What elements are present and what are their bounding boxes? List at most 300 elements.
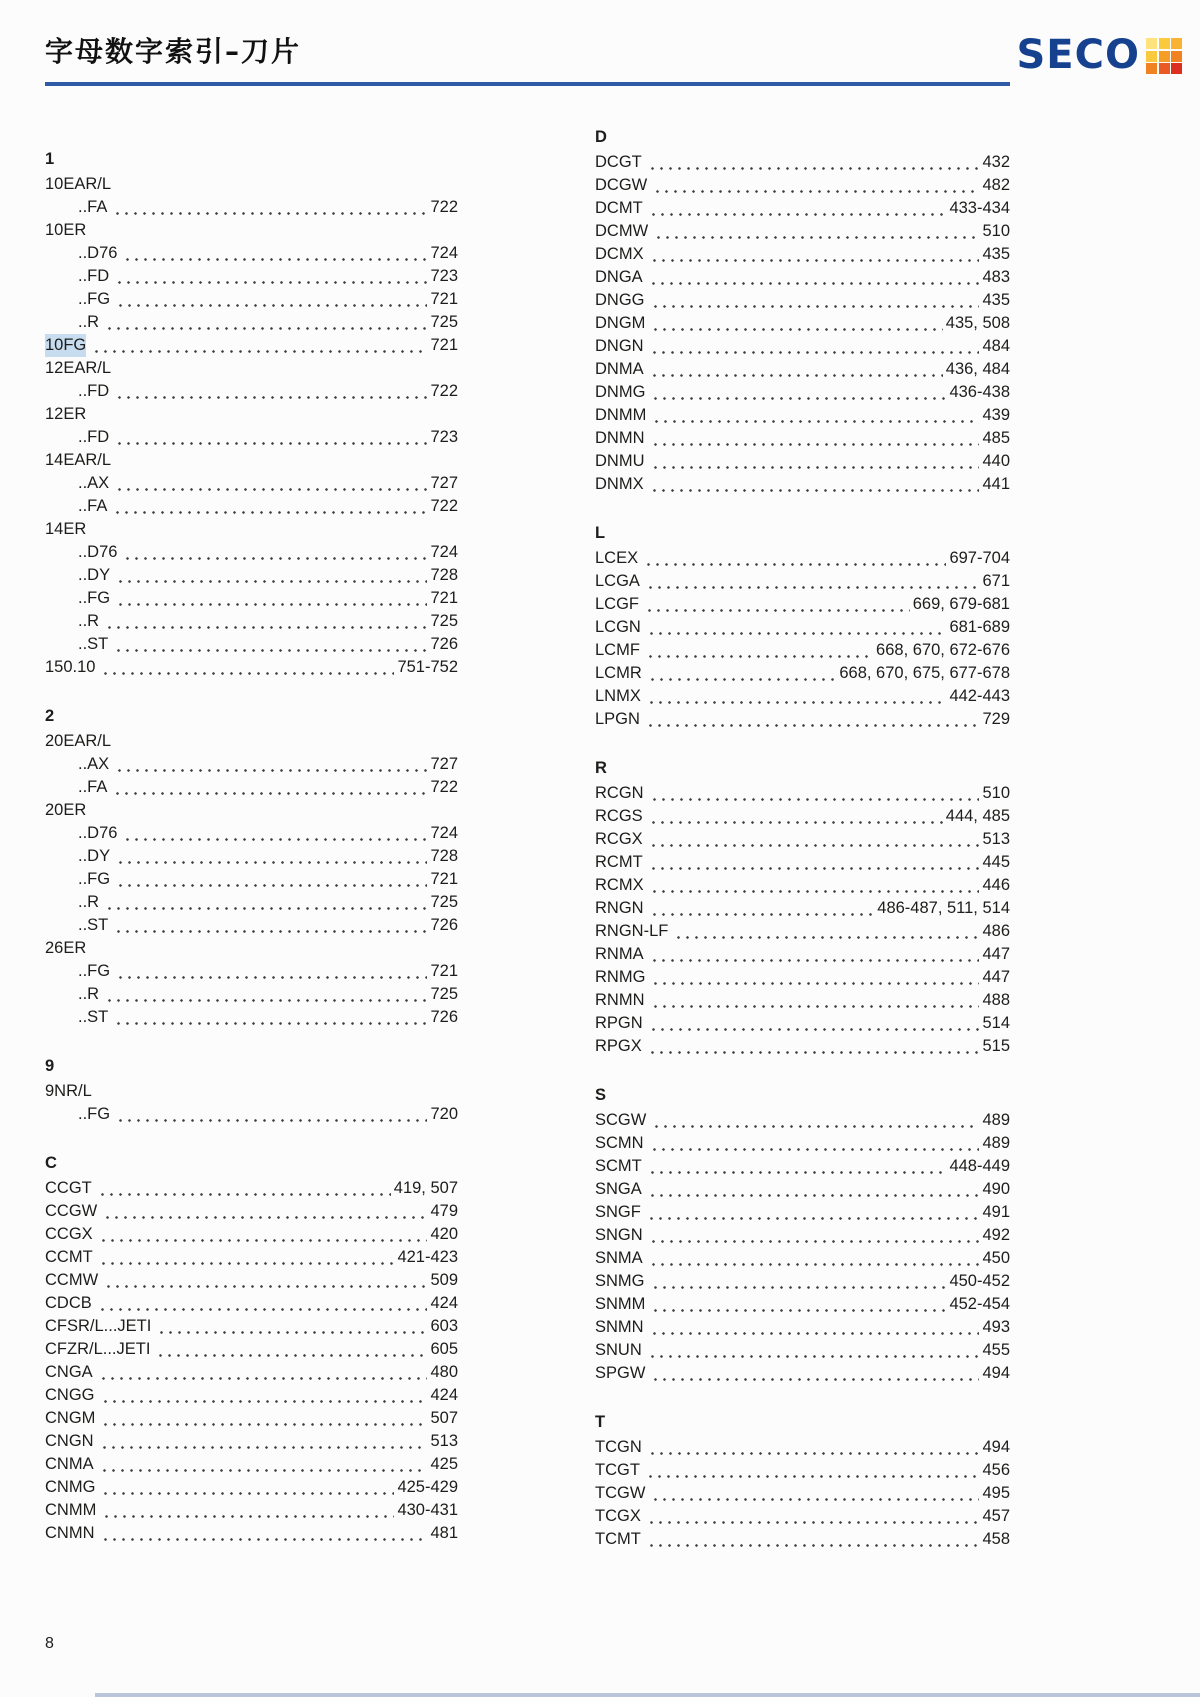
entry-label: DNMX xyxy=(595,475,644,493)
index-row xyxy=(595,381,1010,404)
entry-page: 488 xyxy=(982,991,1010,1009)
entry-page: 725 xyxy=(430,985,458,1003)
dot-leader xyxy=(644,562,946,567)
entry-label: 12ER xyxy=(45,405,87,423)
index-row xyxy=(45,610,458,633)
entry-label: TCMT xyxy=(595,1530,641,1548)
entry-label: ..D76 xyxy=(78,244,118,262)
index-row xyxy=(45,380,458,403)
index-row xyxy=(45,1246,458,1269)
index-row xyxy=(45,334,458,357)
entry-label: ..DY xyxy=(78,847,111,865)
section-letter: D xyxy=(595,128,607,146)
entry-page: 726 xyxy=(430,916,458,934)
dot-leader xyxy=(115,441,427,446)
dot-leader xyxy=(646,654,873,659)
entry-label: 20ER xyxy=(45,801,87,819)
section-letter: S xyxy=(595,1086,607,1104)
dot-leader xyxy=(102,1514,394,1519)
entry-page: 484 xyxy=(982,337,1010,355)
dot-leader xyxy=(123,257,427,262)
dot-leader xyxy=(103,1215,427,1220)
dot-leader xyxy=(105,998,427,1003)
section-letter: 2 xyxy=(45,707,55,725)
entry-label: DNMA xyxy=(595,360,644,378)
entry-label: 26ER xyxy=(45,939,87,957)
entry-page: 494 xyxy=(982,1364,1010,1382)
index-row xyxy=(595,1155,1010,1178)
dot-leader xyxy=(115,768,427,773)
index-row xyxy=(45,633,458,656)
entry-label: TCGT xyxy=(595,1461,640,1479)
entry-label: ..FG xyxy=(78,589,111,607)
entry-page: 722 xyxy=(430,497,458,515)
entry-label: RNMA xyxy=(595,945,644,963)
entry-page: 455 xyxy=(982,1341,1010,1359)
dot-leader xyxy=(651,396,946,401)
index-row xyxy=(595,1012,1010,1035)
index-row xyxy=(45,1269,458,1292)
entry-label: LCMR xyxy=(595,664,642,682)
index-row xyxy=(45,753,458,776)
index-row xyxy=(595,943,1010,966)
entry-label: DNGA xyxy=(595,268,643,286)
entry-label: SNUN xyxy=(595,1341,642,1359)
index-section-C xyxy=(45,1152,458,1545)
entry-page: 420 xyxy=(430,1225,458,1243)
entry-page: 435 xyxy=(982,245,1010,263)
index-row xyxy=(45,196,458,219)
dot-leader xyxy=(652,1124,979,1129)
dot-leader xyxy=(649,1262,980,1267)
entry-label: ..R xyxy=(78,313,100,331)
dot-leader xyxy=(647,1543,980,1548)
entry-page: 441 xyxy=(982,475,1010,493)
entry-page: 727 xyxy=(430,474,458,492)
index-columns xyxy=(0,126,1200,1551)
entry-page: 671 xyxy=(982,572,1010,590)
entry-label: DCGT xyxy=(595,153,642,171)
entry-label: LCGN xyxy=(595,618,641,636)
entry-page: 482 xyxy=(982,176,1010,194)
dot-leader xyxy=(104,1284,427,1289)
entry-label: RCGS xyxy=(595,807,643,825)
dot-leader xyxy=(101,1399,428,1404)
dot-leader xyxy=(650,912,875,917)
dot-leader xyxy=(651,1377,979,1382)
dot-leader xyxy=(647,1216,980,1221)
entry-page: 727 xyxy=(430,755,458,773)
entry-label: CNGA xyxy=(45,1363,93,1381)
dot-leader xyxy=(649,866,980,871)
index-row xyxy=(595,220,1010,243)
entry-label: ..FA xyxy=(78,497,108,515)
dot-leader xyxy=(650,797,980,802)
index-section-2 xyxy=(45,705,458,1029)
dot-leader xyxy=(647,700,947,705)
dot-leader xyxy=(116,602,427,607)
entry-label: 12EAR/L xyxy=(45,359,112,377)
dot-leader xyxy=(646,723,980,728)
entry-page: 445 xyxy=(982,853,1010,871)
dot-leader xyxy=(123,837,427,842)
entry-page: 432 xyxy=(982,153,1010,171)
entry-page: 433-434 xyxy=(949,199,1010,217)
index-row xyxy=(595,782,1010,805)
entry-label: ..FA xyxy=(78,198,108,216)
index-row xyxy=(45,1384,458,1407)
index-row xyxy=(45,1177,458,1200)
dot-leader xyxy=(649,843,980,848)
entry-label: ..ST xyxy=(78,635,109,653)
dot-leader xyxy=(101,1422,427,1427)
entry-label: RCMT xyxy=(595,853,643,871)
entry-label: 10ER xyxy=(45,221,87,239)
dot-leader xyxy=(649,1027,980,1032)
index-row xyxy=(45,288,458,311)
dot-leader xyxy=(105,906,427,911)
index-row xyxy=(45,1407,458,1430)
entry-page: 436-438 xyxy=(949,383,1010,401)
index-row xyxy=(595,570,1010,593)
entry-page: 489 xyxy=(982,1111,1010,1129)
entry-label: 10EAR/L xyxy=(45,175,112,193)
section-letter: 9 xyxy=(45,1057,55,1075)
index-row xyxy=(45,472,458,495)
entry-label: ..FD xyxy=(78,267,110,285)
entry-page: 513 xyxy=(430,1432,458,1450)
index-row xyxy=(595,289,1010,312)
entry-label: CFSR/L...JETI xyxy=(45,1317,152,1335)
index-row xyxy=(595,1132,1010,1155)
index-row xyxy=(595,473,1010,496)
dot-leader xyxy=(123,556,427,561)
entry-label: ..R xyxy=(78,612,100,630)
entry-page: 419, 507 xyxy=(393,1179,458,1197)
entry-label: DNMN xyxy=(595,429,645,447)
entry-label: RCGX xyxy=(595,830,643,848)
entry-label: SNMG xyxy=(595,1272,645,1290)
entry-page: 509 xyxy=(430,1271,458,1289)
entry-label: CFZR/L...JETI xyxy=(45,1340,151,1358)
index-row xyxy=(595,404,1010,427)
dot-leader xyxy=(649,820,943,825)
index-row xyxy=(595,897,1010,920)
index-row xyxy=(595,1247,1010,1270)
dot-leader xyxy=(116,975,427,980)
entry-label: ..FG xyxy=(78,870,111,888)
entry-label: DCMW xyxy=(595,222,649,240)
entry-page: 510 xyxy=(982,222,1010,240)
index-row xyxy=(595,966,1010,989)
entry-label: 14EAR/L xyxy=(45,451,112,469)
entry-label: RPGN xyxy=(595,1014,643,1032)
entry-page: 514 xyxy=(982,1014,1010,1032)
index-row xyxy=(45,311,458,334)
dot-leader xyxy=(650,889,980,894)
index-row xyxy=(595,1505,1010,1528)
index-section-R xyxy=(595,757,1010,1058)
entry-label: ..ST xyxy=(78,1008,109,1026)
index-row xyxy=(45,1315,458,1338)
index-row xyxy=(45,776,458,799)
seco-logo-mark-icon xyxy=(1146,38,1182,74)
index-row xyxy=(45,242,458,265)
dot-leader xyxy=(650,373,943,378)
entry-page: 447 xyxy=(982,968,1010,986)
index-row xyxy=(45,1292,458,1315)
entry-label: SNGA xyxy=(595,1180,642,1198)
index-row xyxy=(45,1006,458,1029)
dot-leader xyxy=(653,189,979,194)
entry-page: 721 xyxy=(430,589,458,607)
dot-leader xyxy=(157,1330,427,1335)
page-bottom-edge xyxy=(95,1693,1200,1697)
entry-page: 726 xyxy=(430,1008,458,1026)
entry-page: 483 xyxy=(982,268,1010,286)
entry-page: 605 xyxy=(430,1340,458,1358)
dot-leader xyxy=(654,235,979,240)
dot-leader xyxy=(645,608,910,613)
dot-leader xyxy=(101,671,394,676)
dot-leader xyxy=(647,631,947,636)
entry-label: DNGN xyxy=(595,337,644,355)
index-row xyxy=(45,219,458,242)
entry-label: CNMM xyxy=(45,1501,97,1519)
dot-leader xyxy=(649,281,980,286)
entry-page: 446 xyxy=(982,876,1010,894)
entry-page: 724 xyxy=(430,543,458,561)
entry-page: 442-443 xyxy=(949,687,1010,705)
dot-leader xyxy=(650,350,980,355)
entry-label: CNMN xyxy=(45,1524,95,1542)
entry-label: SNMN xyxy=(595,1318,644,1336)
dot-leader xyxy=(101,1491,394,1496)
index-row xyxy=(595,243,1010,266)
entry-page: 430-431 xyxy=(397,1501,458,1519)
dot-leader xyxy=(650,958,980,963)
entry-page: 507 xyxy=(430,1409,458,1427)
index-row xyxy=(595,427,1010,450)
entry-label: DNMU xyxy=(595,452,645,470)
dot-leader xyxy=(649,212,947,217)
entry-label: RNMN xyxy=(595,991,645,1009)
entry-label: CCMW xyxy=(45,1271,99,1289)
entry-label: RPGX xyxy=(595,1037,642,1055)
index-row xyxy=(45,1103,458,1126)
entry-label: 14ER xyxy=(45,520,87,538)
index-row xyxy=(45,495,458,518)
entry-label: CNGN xyxy=(45,1432,94,1450)
index-column-left xyxy=(45,126,458,1551)
index-row xyxy=(595,616,1010,639)
index-row xyxy=(595,851,1010,874)
dot-leader xyxy=(113,211,427,216)
index-row xyxy=(45,845,458,868)
index-row xyxy=(45,265,458,288)
dot-leader xyxy=(114,1021,427,1026)
entry-page: 724 xyxy=(430,824,458,842)
seco-logo-text: SECO xyxy=(1016,32,1140,78)
dot-leader xyxy=(115,280,427,285)
dot-leader xyxy=(649,1239,980,1244)
entry-label: TCGW xyxy=(595,1484,646,1502)
index-row xyxy=(45,960,458,983)
entry-page: 424 xyxy=(430,1386,458,1404)
dot-leader xyxy=(99,1238,428,1243)
dot-leader xyxy=(650,488,980,493)
dot-leader xyxy=(674,935,979,940)
entry-page: 448-449 xyxy=(949,1157,1010,1175)
index-row xyxy=(45,983,458,1006)
entry-page: 724 xyxy=(430,244,458,262)
entry-page: 425 xyxy=(430,1455,458,1473)
dot-leader xyxy=(648,166,980,171)
index-row xyxy=(45,822,458,845)
index-row xyxy=(595,547,1010,570)
dot-leader xyxy=(650,1331,980,1336)
entry-label: SPGW xyxy=(595,1364,646,1382)
index-section-1 xyxy=(45,148,458,679)
index-row xyxy=(45,564,458,587)
index-row xyxy=(595,708,1010,731)
entry-page: 491 xyxy=(982,1203,1010,1221)
entry-page: 725 xyxy=(430,313,458,331)
entry-page: 668, 670, 675, 677-678 xyxy=(839,664,1010,682)
entry-label: 20EAR/L xyxy=(45,732,112,750)
entry-label: CCGT xyxy=(45,1179,92,1197)
index-row xyxy=(595,1270,1010,1293)
dot-leader xyxy=(105,625,427,630)
entry-page: 721 xyxy=(430,290,458,308)
entry-page: 458 xyxy=(982,1530,1010,1548)
entry-label: CNMA xyxy=(45,1455,94,1473)
index-column-right xyxy=(595,126,1010,1551)
entry-page: 440 xyxy=(982,452,1010,470)
entry-page: 513 xyxy=(982,830,1010,848)
index-row xyxy=(595,685,1010,708)
index-row xyxy=(595,989,1010,1012)
index-row xyxy=(45,1499,458,1522)
dot-leader xyxy=(114,929,427,934)
dot-leader xyxy=(92,349,427,354)
entry-label: CCGW xyxy=(45,1202,98,1220)
index-row xyxy=(595,828,1010,851)
dot-leader xyxy=(648,1354,980,1359)
entry-label: SNGF xyxy=(595,1203,641,1221)
index-row xyxy=(595,1293,1010,1316)
page-number: 8 xyxy=(45,1635,54,1652)
section-letter: L xyxy=(595,524,606,542)
entry-label: ..AX xyxy=(78,474,110,492)
entry-page: 439 xyxy=(982,406,1010,424)
dot-leader xyxy=(647,1520,980,1525)
entry-page: 723 xyxy=(430,267,458,285)
entry-page: 485 xyxy=(982,429,1010,447)
entry-page: 510 xyxy=(982,784,1010,802)
dot-leader xyxy=(99,1376,428,1381)
entry-label: ..FA xyxy=(78,778,108,796)
entry-label: DCGW xyxy=(595,176,648,194)
section-letter: R xyxy=(595,759,607,777)
dot-leader xyxy=(100,1445,428,1450)
entry-page: 456 xyxy=(982,1461,1010,1479)
entry-label: CCGX xyxy=(45,1225,93,1243)
entry-label: CDCB xyxy=(45,1294,92,1312)
entry-label: DCMX xyxy=(595,245,644,263)
dot-leader xyxy=(646,585,980,590)
dot-leader xyxy=(98,1307,428,1312)
entry-page: 452-454 xyxy=(949,1295,1010,1313)
section-letter: 1 xyxy=(45,150,55,168)
entry-page: 729 xyxy=(982,710,1010,728)
dot-leader xyxy=(156,1353,427,1358)
index-row xyxy=(595,920,1010,943)
index-section-9 xyxy=(45,1055,458,1126)
entry-label: LCMF xyxy=(595,641,640,659)
entry-label: TCGX xyxy=(595,1507,641,1525)
index-row xyxy=(45,1200,458,1223)
dot-leader xyxy=(105,326,427,331)
entry-label: LCEX xyxy=(595,549,639,567)
entry-label: ..FG xyxy=(78,962,111,980)
entry-page: 457 xyxy=(982,1507,1010,1525)
entry-page: 751-752 xyxy=(397,658,458,676)
entry-label: ..FD xyxy=(78,428,110,446)
dot-leader xyxy=(648,1451,980,1456)
entry-label: CCMT xyxy=(45,1248,93,1266)
entry-label: ..ST xyxy=(78,916,109,934)
index-row xyxy=(45,891,458,914)
index-row xyxy=(45,799,458,822)
index-row xyxy=(45,1361,458,1384)
entry-label: RNMG xyxy=(595,968,646,986)
dot-leader xyxy=(116,860,427,865)
index-row xyxy=(45,403,458,426)
entry-label: DNMM xyxy=(595,406,647,424)
dot-leader xyxy=(648,1050,980,1055)
dot-leader xyxy=(98,1192,391,1197)
entry-page: 728 xyxy=(430,566,458,584)
entry-page: 723 xyxy=(430,428,458,446)
entry-label: ..D76 xyxy=(78,824,118,842)
entry-page: 722 xyxy=(430,198,458,216)
entry-page: 726 xyxy=(430,635,458,653)
entry-page: 479 xyxy=(430,1202,458,1220)
dot-leader xyxy=(651,327,942,332)
dot-leader xyxy=(115,487,427,492)
entry-label: ..DY xyxy=(78,566,111,584)
seco-logo xyxy=(1016,32,1183,78)
entry-page: 721 xyxy=(430,962,458,980)
index-row xyxy=(45,1522,458,1545)
index-row xyxy=(595,1178,1010,1201)
entry-page: 424 xyxy=(430,1294,458,1312)
entry-page: 450 xyxy=(982,1249,1010,1267)
entry-label: DNGG xyxy=(595,291,645,309)
index-row xyxy=(45,1430,458,1453)
entry-page: 515 xyxy=(982,1037,1010,1055)
entry-page: 450-452 xyxy=(949,1272,1010,1290)
entry-label: ..FG xyxy=(78,1105,111,1123)
index-row xyxy=(595,174,1010,197)
dot-leader xyxy=(648,1193,980,1198)
index-row xyxy=(45,937,458,960)
entry-page: 486-487, 511, 514 xyxy=(877,899,1010,917)
dot-leader xyxy=(100,1468,428,1473)
index-row xyxy=(595,450,1010,473)
dot-leader xyxy=(113,510,427,515)
